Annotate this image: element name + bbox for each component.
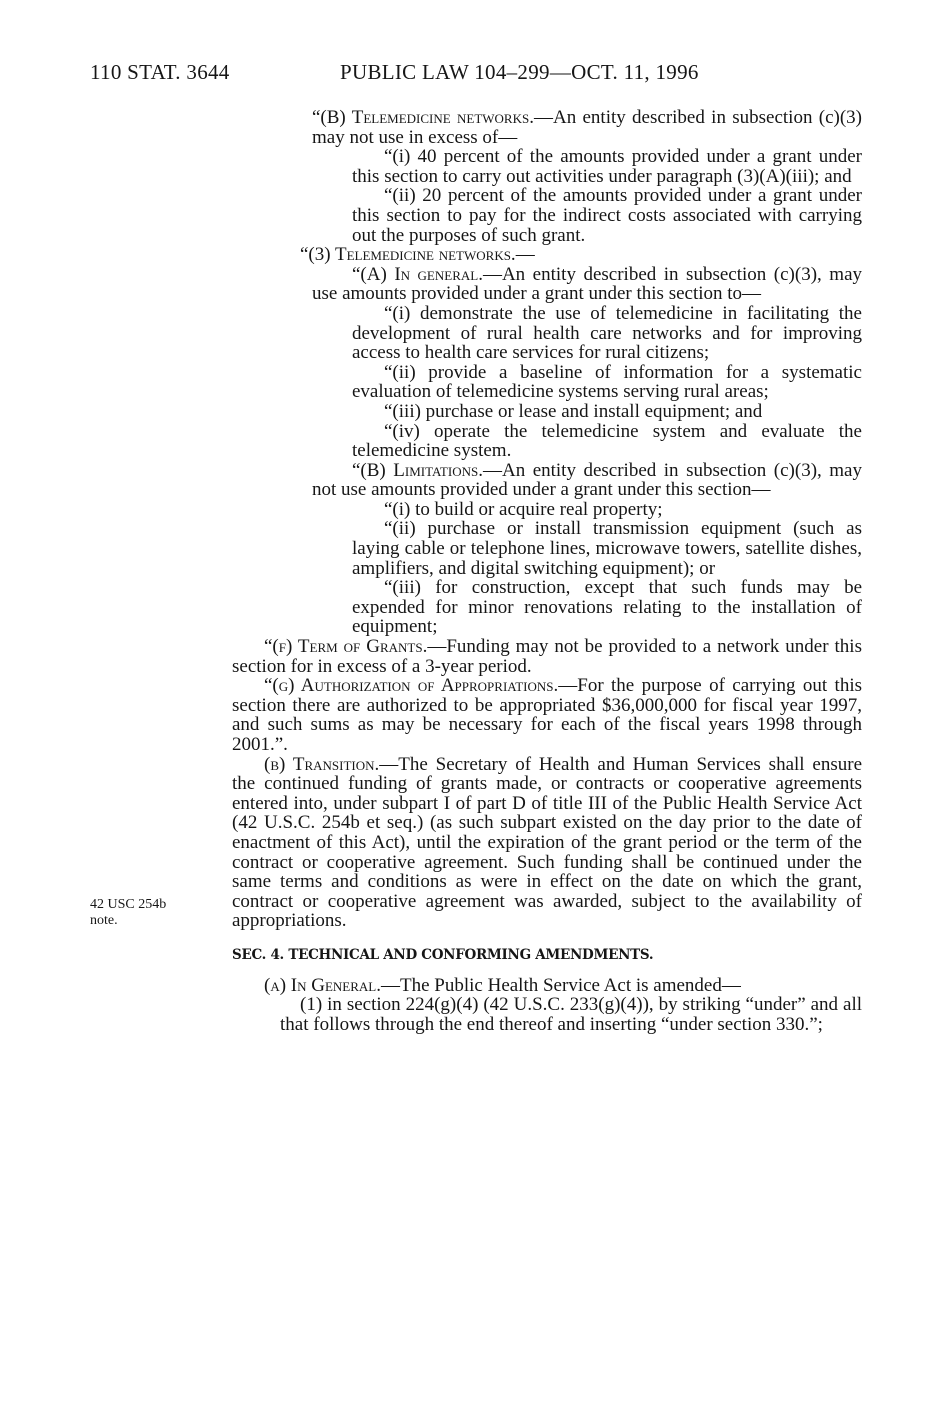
paragraph-heading: “(g) Authorization of Appropriations. bbox=[264, 675, 559, 697]
subparagraph-b-limitations bbox=[232, 461, 862, 500]
paragraph-heading: “(3) Telemedicine networks. bbox=[300, 244, 516, 266]
margin-citation-note bbox=[90, 897, 210, 929]
margin-citation-suffix: note. bbox=[90, 913, 118, 928]
paragraph-text: —For the purpose of carrying out this section there are authorized to be appropriated $36,000,000 for fiscal year 1997, and such sums as may be necessary for each of the fiscal years 1998 through 2001.”. bbox=[232, 675, 862, 755]
clause-lim-iii: “(iii) for construction, except that such funds may be expended for minor renovations relating to the installation of equipment; bbox=[352, 577, 862, 638]
amendment-item-1: (1) in section 224(g)(4) (42 U.S.C. 233(g)(4)), by striking “under” and all that follows through the end thereof and inserting “under section 330.”; bbox=[280, 994, 862, 1035]
paragraph-heading: “(B) Telemedicine networks. bbox=[312, 107, 534, 128]
clause-a-ii: “(ii) provide a baseline of information for a systematic evaluation of telemedicine systems serving rural areas; bbox=[352, 361, 862, 403]
paragraph-3-telemedicine-networks bbox=[232, 245, 862, 265]
subsection-b-transition bbox=[232, 755, 862, 931]
paragraph-text: —An entity described in subsection (c)(3), may not use amounts provided under a grant under this section— bbox=[312, 459, 862, 501]
paragraph-heading: (b) Transition. bbox=[264, 753, 380, 775]
paragraph-heading: “(A) In general. bbox=[352, 263, 483, 285]
subparagraph-a-in-general bbox=[232, 265, 862, 304]
subsection-f-term-of-grants bbox=[232, 637, 862, 676]
clause-a-iii: “(iii) purchase or lease and install equipment; and bbox=[384, 400, 763, 422]
paragraph-text: —The Public Health Service Act is amended— bbox=[381, 974, 741, 996]
document-body bbox=[232, 108, 862, 1034]
paragraph-text: —The Secretary of Health and Human Services shall ensure the continued funding of grants made, or contracts or cooperative agreements entered into, under subpart I of part D of title III of the Public Health Service Act (42 U.S.C. 254b et seq.) (as such subpart existed on the day prior to the date of enactment of this Act), until the expiration of the grant period or the term of the contract or cooperative agreement. Such funding shall be continued under the same terms and conditions as were in effect on the date on which the grant, contract or cooperative agreement was awarded, subject to the availability of appropriations. bbox=[232, 753, 863, 932]
paragraph-text: —Funding may not be provided to a network under this section for in excess of a 3-year period. bbox=[232, 636, 862, 677]
clause-lim-i: “(i) to build or acquire real property; bbox=[384, 498, 663, 520]
subsection-g-authorization bbox=[232, 676, 862, 754]
paragraph-text: —An entity described in subsection (c)(3), may use amounts provided under a grant under this section to— bbox=[312, 263, 862, 305]
paragraph-heading: (a) In General. bbox=[264, 974, 381, 996]
clause-a-iv: “(iv) operate the telemedicine system and evaluate the telemedicine system. bbox=[352, 420, 862, 462]
paragraph-text: — bbox=[515, 244, 535, 266]
section-4-heading: SEC. 4. TECHNICAL AND CONFORMING AMENDMENTS. bbox=[232, 946, 654, 963]
page-header bbox=[90, 60, 870, 90]
paragraph-text: —An entity described in subsection (c)(3) may not use in excess of— bbox=[312, 107, 862, 148]
clause-a-i: “(i) demonstrate the use of telemedicine in facilitating the development of rural health care networks and for improving access to health care services for rural citizens; bbox=[352, 302, 862, 364]
paragraph-heading: “(f) Term of Grants. bbox=[264, 636, 428, 658]
clause-b-i: “(i) 40 percent of the amounts provided under a grant under this section to carry out activities under paragraph (3)(A)(iii); and bbox=[352, 146, 862, 187]
clause-lim-ii: “(ii) purchase or install transmission equipment (such as laying cable or telephone lines, microwave towers, satellite dishes, amplifiers, and digital switching equipment); or bbox=[352, 518, 862, 579]
public-law-title: PUBLIC LAW 104–299—OCT. 11, 1996 bbox=[340, 60, 699, 84]
statute-page-number: 110 STAT. 3644 bbox=[90, 60, 230, 84]
paragraph-b-telemedicine-networks bbox=[232, 108, 862, 147]
subsection-a-in-general bbox=[232, 976, 862, 996]
clause-b-ii: “(ii) 20 percent of the amounts provided under a grant under this section to pay for the indirect costs associated with carrying out the purposes of such grant. bbox=[352, 185, 862, 246]
margin-citation: 42 USC 254b bbox=[90, 897, 167, 912]
paragraph-heading: “(B) Limitations. bbox=[352, 459, 483, 481]
